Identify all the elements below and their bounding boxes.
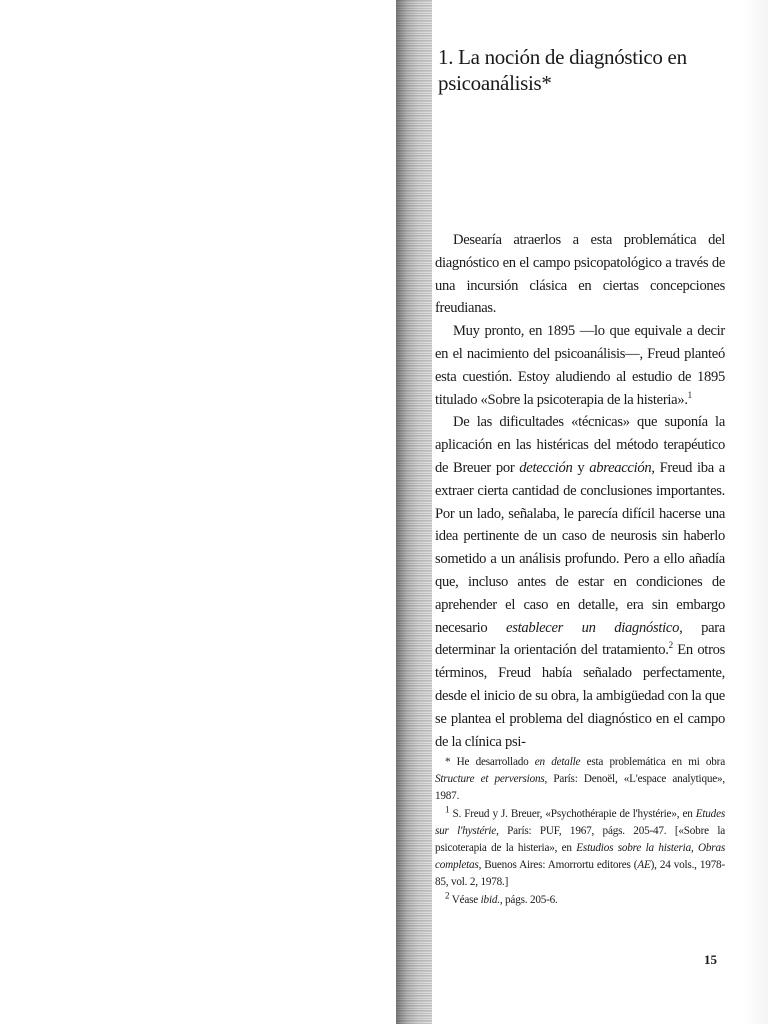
chapter-title-line-2: psicoanálisis* bbox=[438, 71, 552, 95]
paragraph-3-text-b: y bbox=[572, 459, 590, 476]
book-spine bbox=[396, 0, 432, 1024]
paragraph-3-text-a: De las dificultades «técnicas» que suponía la aplicación en las histéricas del método terapéutico de Breuer por bbox=[435, 414, 725, 476]
footnote-star bbox=[435, 754, 725, 806]
page-number: 15 bbox=[704, 952, 717, 967]
paragraph-3-text-c: , Freud iba a extraer cierta cantidad de conclusiones importantes. Por un lado, señalaba, le parecía difícil hacerse una idea pertinente de un caso de neurosis sin haberlo sometido a un análisis profundo. Pero a ello añadía que, incluso antes de estar en condiciones de aprehender el caso en detalle, era sin embargo necesario bbox=[435, 459, 725, 636]
footnote-2-mark: 2 bbox=[445, 889, 450, 900]
footnote-2-text-b: , págs. 205-6. bbox=[499, 893, 558, 906]
footnote-star-text-a: * He desarrollado bbox=[445, 756, 535, 768]
footnote-ref-2: 2 bbox=[668, 640, 673, 651]
footnote-1-em2: Estudios sobre la histeria, Obras completas bbox=[435, 842, 725, 872]
paragraph-3-text-d: , para determinar la orientación del tratamiento. bbox=[435, 619, 726, 659]
footnote-2-text-a: Véase bbox=[449, 893, 481, 906]
footnote-ref-1: 1 bbox=[687, 389, 692, 400]
chapter-title-line-1: 1. La noción de diagnóstico en bbox=[438, 45, 687, 69]
chapter-title bbox=[438, 44, 728, 96]
paragraph-3 bbox=[435, 411, 725, 753]
footnote-star-text-c: , París: Denoël, «L'espace analytique», 1987. bbox=[435, 773, 726, 803]
footnote-1-text-c: , Buenos Aires: Amorrortu editores ( bbox=[478, 859, 638, 872]
footnote-2 bbox=[435, 889, 725, 909]
footnote-1-text-d: ), 24 vols., 1978-85, vol. 2, 1978.] bbox=[435, 859, 725, 889]
footnote-star-em-title: Structure et perversions bbox=[435, 773, 545, 786]
emphasis-establecer-diagnostico: establecer un diagnóstico bbox=[506, 619, 680, 636]
footnote-1-em3: AE bbox=[637, 859, 651, 872]
footnote-1-em: Etudes sur l'hystérie bbox=[435, 807, 725, 837]
footnote-star-em: en detalle bbox=[534, 756, 581, 768]
paragraph-3-text-e: En otros términos, Freud había señalado perfectamente, desde el inicio de su obra, la ambigüedad con la que se plantea el problema del diagnóstico en el campo de la clínica psi- bbox=[435, 642, 726, 750]
body-text bbox=[435, 229, 725, 753]
footnote-1-text-a: S. Freud y J. Breuer, «Psychothérapie de l'hystérie», en bbox=[449, 807, 696, 820]
footnote-1-mark: 1 bbox=[445, 803, 450, 814]
footnote-1-text-b: , París: PUF, 1967, págs. 205-47. [«Sobre la psicoterapia de la histeria», en bbox=[435, 824, 725, 855]
paragraph-1: Desearía atraerlos a esta problemática del diagnóstico en el campo psicopatológico a través de una incursión clásica en ciertas concepciones freudianas. bbox=[435, 232, 725, 317]
emphasis-abreaccion: abreacción bbox=[589, 459, 652, 476]
paragraph-2 bbox=[435, 320, 725, 411]
footnotes bbox=[435, 754, 725, 909]
footnote-2-em: ibid. bbox=[480, 893, 500, 906]
paragraph-2-text: Muy pronto, en 1895 —lo que equivale a decir en el nacimiento del psicoanálisis—, Freud planteó esta cuestión. Estoy aludiendo al estudio de 1895 titulado «Sobre la psicoterapia de la histeria». bbox=[435, 323, 725, 408]
emphasis-deteccion: detección bbox=[519, 459, 573, 476]
footnote-1 bbox=[435, 803, 725, 892]
footnote-star-text-b: esta problemática en mi obra bbox=[580, 756, 725, 768]
page-edge bbox=[742, 0, 768, 1024]
book-page bbox=[432, 0, 742, 1024]
